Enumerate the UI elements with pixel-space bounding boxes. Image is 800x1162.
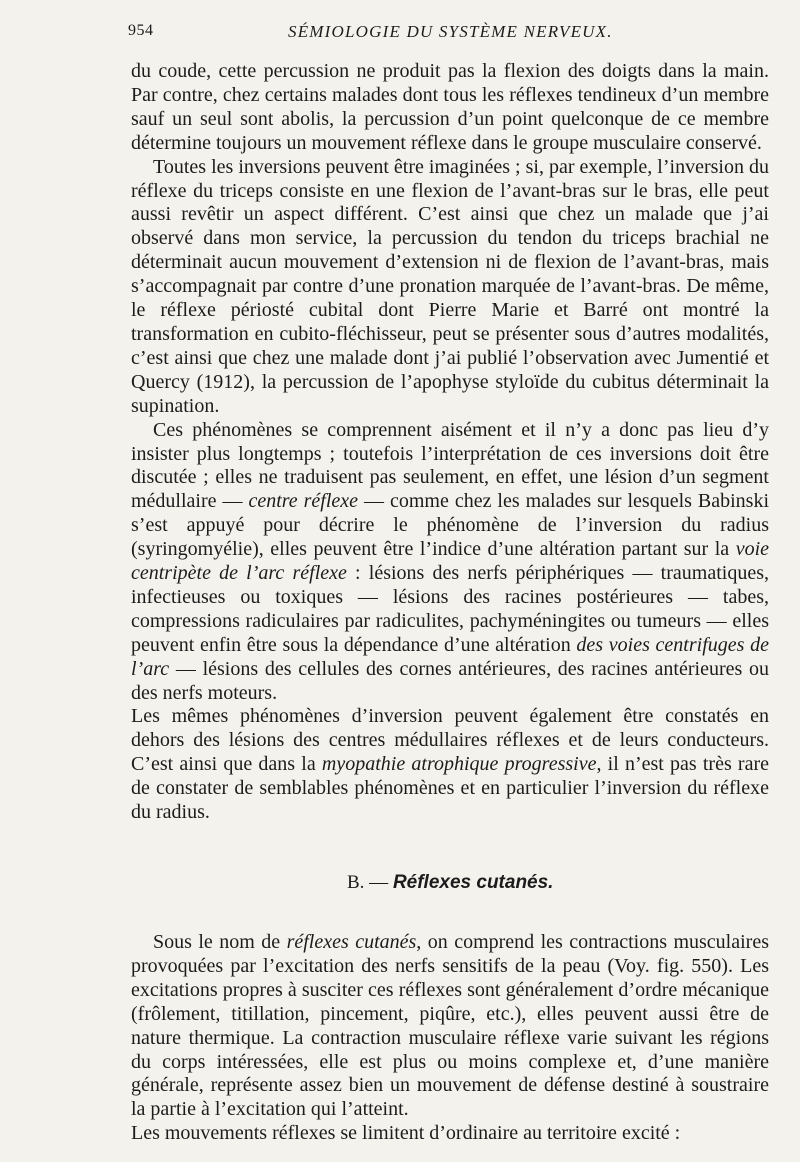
paragraph (131, 931, 769, 1122)
section-heading (347, 872, 553, 894)
italic-term: voie centripète de l’arc réflexe (131, 538, 769, 585)
italic-term: myopathie atrophique progressive (321, 753, 597, 776)
text-run: : lésions des nerfs périphériques — traumatiques, infectieuses ou toxiques — lésions des racines postérieures — tabes, compressions radiculaires par radiculites, pachyméningites ou tumeurs — elles peuvent enfin être sous la dépendance d’une altération (131, 562, 769, 656)
paragraph (131, 705, 769, 825)
text-run: — lésions des cellules des cornes antérieures, des racines antérieures ou des nerfs moteurs. (131, 657, 769, 704)
text-run: Les mouvements réflexes se limitent d’ordinaire au territoire excité : (131, 1122, 681, 1145)
text-run: Sous le nom de (153, 931, 287, 953)
paragraph (131, 419, 769, 706)
italic-term: réflexes cutanés (286, 931, 417, 953)
section-letter: B. — (347, 872, 389, 893)
paragraph (131, 156, 769, 419)
italic-term: centre réflexe (248, 490, 359, 513)
text-run: , on comprend les contractions musculaires provoquées par l’excitation des nerfs sensitifs de la peau (Voy. fig. 550). Les excitations propres à susciter ces réflexes sont généralement d’ordre mécanique (frôlement, titillation, pincement, piqûre, etc.), elles peuvent aussi être de nature thermique. La contraction musculaire réflexe varie suivant les régions du corps intéressées, elle est plus ou moins complexe et, d’une manière générale, représente assez bien un mouvement de défense destiné à soustraire la partie à l’excitation qui l’atteint. (131, 931, 769, 1121)
running-head (128, 20, 768, 46)
paragraph (131, 60, 769, 156)
page-number: 954 (128, 22, 154, 39)
text-run: Les mêmes phénomènes d’inversion peuvent également être constatés en dehors des lésions des centres médullaires réflexes et de leurs conducteurs. C’est ainsi que dans la (131, 705, 769, 776)
body-text-section-b (131, 931, 769, 1146)
paragraph (131, 1122, 769, 1146)
text-run: Ces phénomènes se comprennent aisément et il n’y a donc pas lieu d’y insister plus longtemps ; toutefois l’interprétation de ces inversions doit être discutée ; elles ne traduisent pas seulement, en effet, une lésion d’un segment médullaire — (131, 418, 769, 513)
body-text-section-a (131, 60, 769, 825)
running-title: SÉMIOLOGIE DU SYSTÈME NERVEUX. (288, 22, 613, 41)
text-run: — comme chez les malades sur lesquels Babinski s’est appuyé pour décrire le phénomène de l’inversion du radius (syringomyélie), elles peuvent être l’indice d’une altération partant sur la (131, 490, 769, 561)
text-run: , il n’est pas très rare de constater de semblables phénomènes et en particulier l’inversion du réflexe du radius. (131, 753, 770, 824)
text-run: Toutes les inversions peuvent être imaginées ; si, par exemple, l’inversion du réflexe du triceps consiste en une flexion de l’avant-bras sur le bras, elle peut aussi revêtir un aspect différent. C’est ainsi que chez un malade que j’ai observé dans mon service, la percussion du tendon du triceps brachial ne déterminait aucun mouvement d’extension ni de flexion de l’avant-bras, mais s’accompagnait par contre d’une pronation marquée de l’avant-bras. De même, le réflexe périosté cubital dont Pierre Marie et Barré ont montré la transformation en cubito-fléchisseur, peut se présenter sous d’autres modalités, c’est ainsi que chez une malade dont j’ai publié l’observation avec Jumentié et Quercy (1912), la percussion de l’apophyse styloïde du cubitus déterminait la supination. (131, 155, 769, 417)
section-title: Réflexes cutanés. (392, 872, 554, 893)
italic-term: des voies centrifuges de l’arc (131, 633, 769, 680)
text-run: du coude, cette percussion ne produit pas la flexion des doigts dans la main. Par contre, chez certains malades dont tous les réflexes tendineux d’un membre sauf un seul sont abolis, la percussion d’un point quelconque de ce membre détermine toujours un mouvement réflexe dans le groupe musculaire conservé. (131, 60, 769, 154)
